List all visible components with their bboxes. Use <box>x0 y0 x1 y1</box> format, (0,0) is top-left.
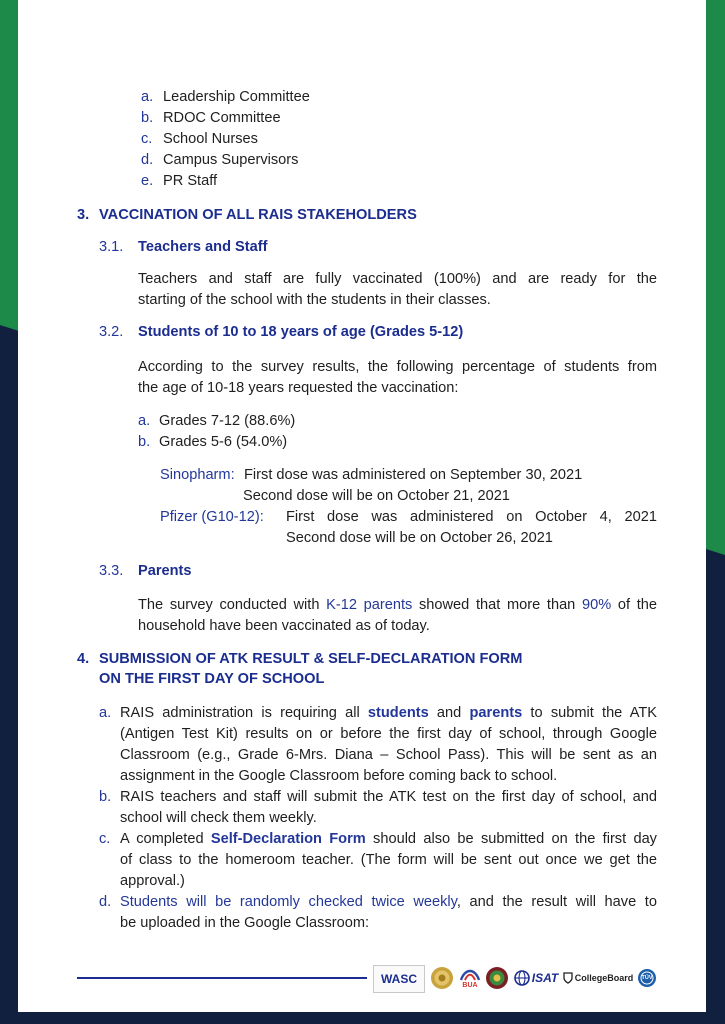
paragraph-line: Students will be randomly checked twice weekly, and the result will have to <box>120 894 657 910</box>
paragraph-line: of class to the homeroom teacher. (The form will be sent out once we get the <box>120 852 657 868</box>
paragraph <box>138 595 657 637</box>
list-marker: b. <box>138 434 151 450</box>
section-number: 4. <box>77 651 90 667</box>
list-marker: e. <box>141 173 154 189</box>
bua-logo <box>457 965 483 991</box>
list-item: PR Staff <box>163 173 218 189</box>
shield-icon <box>563 972 573 984</box>
wasc-logo <box>373 965 425 993</box>
seal-logo <box>429 965 455 991</box>
vaccine-detail: Second dose will be on October 26, 2021 <box>286 530 553 546</box>
isat-logo-text: ISAT <box>531 971 559 985</box>
list-marker: d. <box>99 894 112 910</box>
vaccine-label: Sinopharm: <box>160 467 235 483</box>
vaccine-detail <box>286 507 657 528</box>
list-marker: d. <box>141 152 154 168</box>
section-heading: VACCINATION OF ALL RAIS STAKEHOLDERS <box>99 207 417 223</box>
seal-icon <box>430 966 454 990</box>
list-item <box>120 787 657 829</box>
bua-logo-text: BUA <box>462 982 478 989</box>
tuv-logo <box>636 965 658 991</box>
paragraph-line: First dose was administered on October 4, 2021 <box>286 509 657 525</box>
collegeboard-logo <box>561 965 635 991</box>
section-number: 3. <box>77 207 90 223</box>
tuv-logo-text: TÜV <box>641 975 653 981</box>
paragraph-line: (Antigen Test Kit) results on or before the first day of school, through Google <box>120 726 657 742</box>
paragraph-line: Classroom (e.g., Grade 6-Mrs. Diana – School Pass). This will be sent as an <box>120 747 657 763</box>
subsection-number: 3.1. <box>99 239 124 255</box>
list-item: School Nurses <box>163 131 258 147</box>
list-marker: a. <box>141 89 154 105</box>
paragraph-line: RAIS administration is requiring all students and parents to submit the ATK <box>120 705 658 721</box>
paragraph-line: assignment in the Google Classroom before coming back to school. <box>120 768 558 784</box>
paragraph-line: Teachers and staff are fully vaccinated (100%) and are ready for the <box>138 271 657 287</box>
list-marker: b. <box>141 110 154 126</box>
bua-icon <box>459 966 481 982</box>
collegeboard-logo-text: CollegeBoard <box>574 973 634 983</box>
isat-logo <box>511 965 561 991</box>
list-marker: a. <box>99 705 112 721</box>
section-heading: ON THE FIRST DAY OF SCHOOL <box>99 671 325 687</box>
paragraph-line: RAIS teachers and staff will submit the ATK test on the first day of school, and <box>120 789 657 805</box>
list-item: Campus Supervisors <box>163 152 299 168</box>
list-marker: a. <box>138 413 151 429</box>
subsection-number: 3.3. <box>99 563 124 579</box>
list-item: Grades 5-6 (54.0%) <box>159 434 288 450</box>
list-marker: b. <box>99 789 112 805</box>
paragraph-line: household have been vaccinated as of today. <box>138 618 430 634</box>
subsection-number: 3.2. <box>99 324 124 340</box>
list-item: RDOC Committee <box>163 110 281 126</box>
wasc-logo-text: WASC <box>381 972 417 986</box>
paragraph-line: approval.) <box>120 873 185 889</box>
list-item: Leadership Committee <box>163 89 310 105</box>
paragraph <box>138 269 657 311</box>
subsection-heading: Students of 10 to 18 years of age (Grades 5-12) <box>138 324 464 340</box>
section-heading: SUBMISSION OF ATK RESULT & SELF-DECLARATION FORM <box>99 651 523 667</box>
paragraph-line: A completed Self-Declaration Form should also be submitted on the first day <box>120 831 657 847</box>
list-marker: c. <box>141 131 153 147</box>
paragraph-line: school will check them weekly. <box>120 810 317 826</box>
subsection-heading: Teachers and Staff <box>138 239 268 255</box>
paragraph-line: starting of the school with the students in their classes. <box>138 292 491 308</box>
list-item <box>120 703 657 787</box>
vaccine-detail: Second dose will be on October 21, 2021 <box>243 488 510 504</box>
list-item <box>120 892 657 934</box>
crest-icon <box>485 966 509 990</box>
vaccine-detail: First dose was administered on September 30, 2021 <box>244 467 583 483</box>
paragraph-line: the age of 10-18 years requested the vaccination: <box>138 380 459 396</box>
crest-logo <box>484 965 510 991</box>
paragraph <box>138 357 657 399</box>
list-item <box>120 829 657 892</box>
paragraph-line: The survey conducted with K-12 parents showed that more than 90% of the <box>138 597 657 613</box>
paragraph-line: be uploaded in the Google Classroom: <box>120 915 370 931</box>
vaccine-label: Pfizer (G10-12): <box>160 509 264 525</box>
subsection-heading: Parents <box>138 563 192 579</box>
list-marker: c. <box>99 831 111 847</box>
footer-rule <box>77 977 367 979</box>
globe-icon <box>514 970 530 986</box>
list-item: Grades 7-12 (88.6%) <box>159 413 296 429</box>
paragraph-line: According to the survey results, the following percentage of students from <box>138 359 657 375</box>
